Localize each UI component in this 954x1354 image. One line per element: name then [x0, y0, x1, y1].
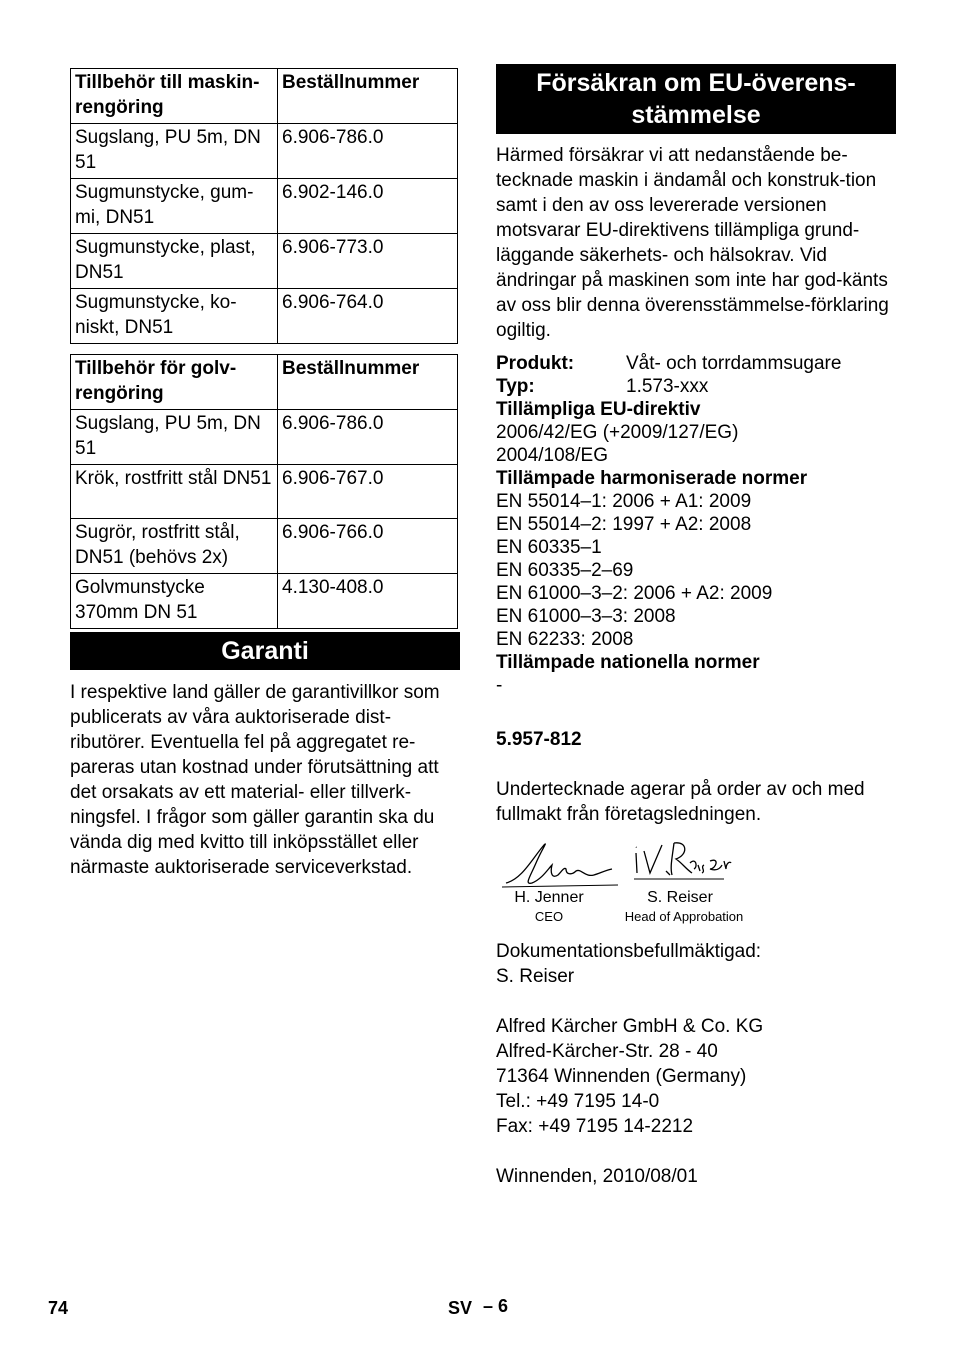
table-row: [71, 124, 458, 179]
table-cell: 6.902-146.0: [278, 179, 458, 234]
signer2-name: S. Reiser: [647, 889, 713, 906]
type-row: [496, 375, 896, 398]
section-page: – 6: [483, 1296, 509, 1316]
eu-intro-text: Härmed försäkrar vi att nedanstående be-tecknade maskin i ändamål och konstruk-tion samt i den av oss levererade versionen motsvarar EU-direktivens tillämpliga grund-läggande säkerhets- och hälsokrav. Vid ändringar på maskinen som inte har god-känts av oss blir denna överensstämmelse-förklaring ogiltig.: [496, 145, 889, 341]
table-row: [71, 519, 458, 574]
directives-label: Tillämpliga EU-direktiv: [496, 399, 701, 420]
table-cell: Sugrör, rostfritt stål, DN51 (behövs 2x): [71, 519, 278, 574]
table-row: [71, 465, 458, 519]
table-cell: Sugslang, PU 5m, DN 51: [71, 124, 278, 179]
table-row: [71, 410, 458, 465]
table-header-row: [71, 355, 458, 410]
directive-item: 2004/108/EG: [496, 445, 608, 466]
harmonised-item: EN 61000–3–2: 2006 + A2: 2009: [496, 583, 773, 604]
garanti-heading: Garanti: [70, 632, 460, 670]
signature-block: [496, 837, 896, 937]
garanti-text: I respektive land gäller de garantivillkor som publicerats av våra auktoriserade dist-ributörer. Eventuella fel på aggregatet re-pareras utan kostnad under förutsättning att det orsakats av ett material- eller tillverk-ningsfel. I frågor som gäller garantin ska du vända dig med kvitto till inköpsstället eller närmaste auktoriserade serviceverkstad.: [70, 682, 440, 878]
signature-reiser-icon: [632, 839, 732, 885]
documentation-authorized-label: Dokumentationsbefullmäktigad:: [496, 941, 762, 962]
table-row: [71, 179, 458, 234]
table-cell: 6.906-773.0: [278, 234, 458, 289]
directive-item: 2006/42/EG (+2009/127/EG): [496, 422, 739, 443]
address-line: Fax: +49 7195 14-2212: [496, 1116, 694, 1137]
harmonised-item: EN 55014–1: 2006 + A1: 2009: [496, 491, 752, 512]
harmonised-label: Tillämpade harmoniserade normer: [496, 468, 808, 489]
signature-jenner-icon: [502, 839, 622, 895]
page-number: 74: [48, 1298, 69, 1318]
harmonised-item: EN 55014–2: 1997 + A2: 2008: [496, 514, 752, 535]
harmonised-item: EN 62233: 2008: [496, 629, 634, 650]
table-header-row: [71, 69, 458, 124]
signer1-name: H. Jenner: [514, 889, 584, 906]
table-cell: Golvmunstycke 370mm DN 51: [71, 574, 278, 629]
eu-declaration-heading: Försäkran om EU-överens-stämmelse: [496, 64, 896, 134]
type-label: Typ:: [496, 376, 535, 397]
table-cell: Sugmunstycke, gum-mi, DN51: [71, 179, 278, 234]
product-label: Produkt:: [496, 353, 575, 374]
type-value: 1.573-xxx: [626, 376, 709, 397]
table-cell: Sugmunstycke, ko-niskt, DN51: [71, 289, 278, 344]
table-header-cell: Beställnummer: [278, 355, 458, 410]
harmonised-item: EN 61000–3–3: 2008: [496, 606, 676, 627]
address-line: Tel.: +49 7195 14-0: [496, 1091, 660, 1112]
signer2-role: Head of Approbation: [624, 909, 744, 924]
accessories-machine-cleaning-table: [70, 68, 458, 344]
table-header-cell: Tillbehör för golv-rengöring: [71, 355, 278, 410]
table-cell: 6.906-786.0: [278, 124, 458, 179]
table-header-cell: Beställnummer: [278, 69, 458, 124]
harmonised-item: EN 60335–2–69: [496, 560, 634, 581]
signed-statement: Undertecknade agerar på order av och med fullmakt från företagsledningen.: [496, 779, 865, 825]
documentation-authorized-name: S. Reiser: [496, 966, 575, 987]
table-cell: 6.906-766.0: [278, 519, 458, 574]
table-cell: 6.906-764.0: [278, 289, 458, 344]
table-cell: 6.906-786.0: [278, 410, 458, 465]
table-cell: 6.906-767.0: [278, 465, 458, 519]
national-label: Tillämpade nationella normer: [496, 652, 760, 673]
right-column: [496, 64, 896, 1189]
national-value: -: [496, 675, 503, 696]
address-line: Alfred-Kärcher-Str. 28 - 40: [496, 1041, 718, 1062]
table-cell: Krök, rostfritt stål DN51: [71, 465, 278, 519]
product-value: Våt- och torrdammsugare: [626, 353, 842, 374]
table-cell: Sugmunstycke, plast, DN51: [71, 234, 278, 289]
table-header-cell: Tillbehör till maskin-rengöring: [71, 69, 278, 124]
declaration-details: [496, 352, 896, 751]
table-row: [71, 234, 458, 289]
table-cell: Sugslang, PU 5m, DN 51: [71, 410, 278, 465]
table-row: [71, 289, 458, 344]
address-line: Alfred Kärcher GmbH & Co. KG: [496, 1016, 764, 1037]
company-address: [496, 1014, 896, 1139]
table-row: [71, 574, 458, 629]
signer1-role: CEO: [534, 909, 564, 924]
address-line: 71364 Winnenden (Germany): [496, 1066, 747, 1087]
document-number: 5.957-812: [496, 729, 582, 750]
place-date: Winnenden, 2010/08/01: [496, 1166, 698, 1187]
left-column: [70, 68, 460, 880]
harmonised-item: EN 60335–1: [496, 537, 602, 558]
language-code: SV: [448, 1298, 473, 1318]
product-row: [496, 352, 896, 375]
table-cell: 4.130-408.0: [278, 574, 458, 629]
accessories-floor-cleaning-table: [70, 354, 458, 629]
